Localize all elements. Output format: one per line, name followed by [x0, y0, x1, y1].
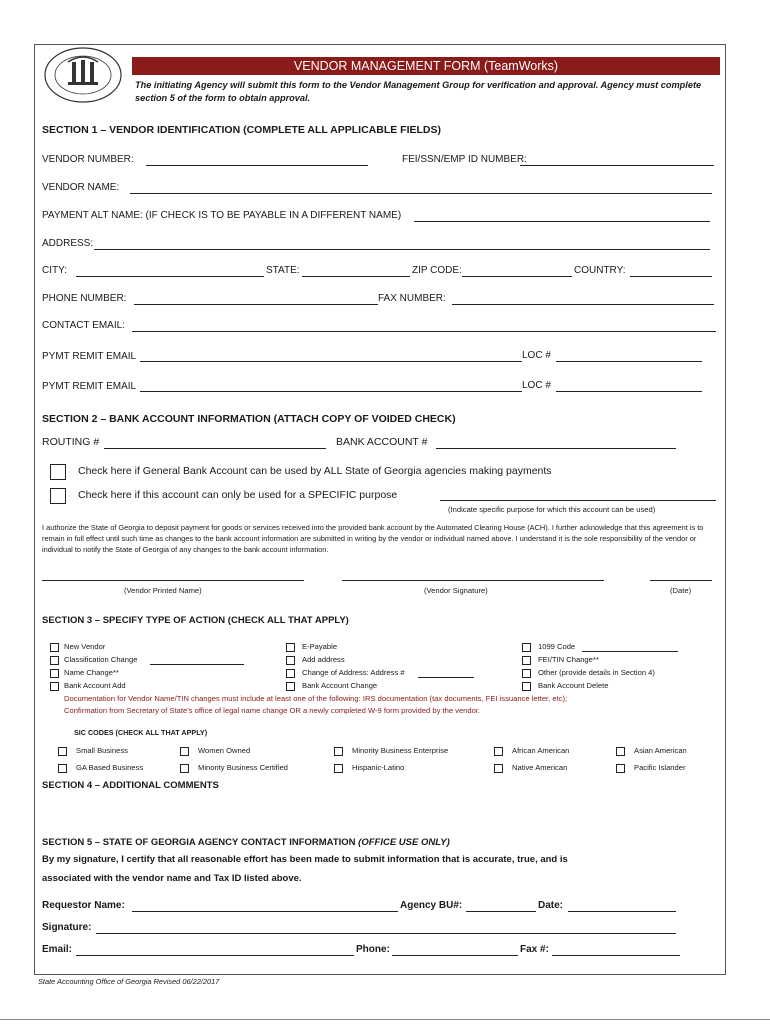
section5-phone-label: Phone: [356, 944, 390, 955]
certify-line-2: associated with the vendor name and Tax ID listed above. [42, 873, 302, 884]
section5-title-italic: (OFFICE USE ONLY) [358, 837, 450, 848]
pymt-remit-1-label: PYMT REMIT EMAIL [42, 351, 137, 362]
bank-account-change-checkbox[interactable] [286, 682, 295, 691]
pymt-remit-2-field[interactable] [140, 391, 522, 392]
pymt-remit-2-label: PYMT REMIT EMAIL [42, 381, 137, 392]
ga-based-label: GA Based Business [76, 763, 144, 772]
fax-field[interactable] [452, 304, 714, 305]
section1-title: SECTION 1 – VENDOR IDENTIFICATION (COMPLETE ALL APPLICABLE FIELDS) [42, 124, 442, 136]
section5-date-field[interactable] [568, 911, 676, 912]
account-label: BANK ACCOUNT # [336, 436, 428, 448]
account-field[interactable] [436, 448, 676, 449]
name-change-checkbox[interactable] [50, 669, 59, 678]
hispanic-latino-checkbox[interactable] [334, 764, 343, 773]
ga-based-checkbox[interactable] [58, 764, 67, 773]
zip-label: ZIP CODE: [412, 265, 462, 276]
section5-email-label: Email: [42, 944, 73, 955]
printed-name-caption: (Vendor Printed Name) [124, 586, 202, 595]
fax-label: FAX NUMBER: [378, 293, 446, 304]
ach-authorization-text: I authorize the State of Georgia to deposit payment for goods or services received into the provided bank account by the Automated Clearing House (ACH). I further acknowledge that this agreement is to remain in full effect until such time as changes to the bank account information are submitted in writing by the vendor or individual named above. I understand it is the sole responsibility of the vendor or individual to notify the State of Georgia of any changes to the bank account information. [42, 523, 704, 554]
section5-email-field[interactable] [76, 955, 354, 956]
fei-field[interactable] [520, 165, 714, 166]
footer-revision: State Accounting Office of Georgia Revised 06/22/2017 [38, 977, 220, 986]
vendor-number-label: VENDOR NUMBER: [42, 154, 134, 165]
specific-account-checkbox[interactable] [50, 488, 66, 504]
vendor-name-label: VENDOR NAME: [42, 182, 120, 193]
change-address-label: Change of Address: Address # [302, 668, 405, 677]
small-business-label: Small Business [76, 746, 128, 755]
date-caption: (Date) [670, 586, 692, 595]
address-field[interactable] [94, 249, 710, 250]
hispanic-latino-label: Hispanic-Latino [352, 763, 405, 772]
minority-certified-checkbox[interactable] [180, 764, 189, 773]
documentation-note-2: Confirmation from Secretary of State's office of legal name change OR a newly completed W-9 form provided by the vendor. [64, 706, 481, 715]
pymt-remit-1-field[interactable] [140, 361, 522, 362]
loc-2-label: LOC # [522, 380, 551, 391]
section4-title: SECTION 4 – ADDITIONAL COMMENTS [42, 780, 219, 791]
phone-label: PHONE NUMBER: [42, 293, 127, 304]
city-label: CITY: [42, 265, 68, 276]
section5-title [42, 837, 450, 848]
payment-alt-label: PAYMENT ALT NAME: (IF CHECK IS TO BE PAYABLE IN A DIFFERENT NAME) [42, 210, 402, 221]
section5-fax-field[interactable] [552, 955, 680, 956]
bank-account-add-checkbox[interactable] [50, 682, 59, 691]
minority-enterprise-checkbox[interactable] [334, 747, 343, 756]
change-address-checkbox[interactable] [286, 669, 295, 678]
pacific-islander-checkbox[interactable] [616, 764, 625, 773]
certify-line-1: By my signature, I certify that all reasonable effort has been made to submit information that is accurate, true, and is [42, 854, 568, 865]
address-label: ADDRESS: [42, 238, 94, 249]
section5-signature-label: Signature: [42, 922, 92, 933]
bottom-divider [0, 1019, 770, 1020]
classification-change-field[interactable] [150, 664, 244, 665]
city-field[interactable] [76, 276, 264, 277]
vendor-date-field[interactable] [650, 580, 712, 581]
section5-title-main: SECTION 5 – STATE OF GEORGIA AGENCY CONTACT INFORMATION [42, 837, 359, 848]
add-address-label: Add address [302, 655, 345, 664]
sic-codes-title: SIC CODES (CHECK ALL THAT APPLY) [74, 728, 208, 737]
signature-caption: (Vendor Signature) [424, 586, 488, 595]
georgia-seal-icon [42, 46, 124, 104]
african-american-checkbox[interactable] [494, 747, 503, 756]
contact-email-field[interactable] [132, 331, 716, 332]
minority-certified-label: Minority Business Certified [198, 763, 288, 772]
form-title: VENDOR MANAGEMENT FORM (TeamWorks) [132, 57, 720, 75]
agency-bu-label: Agency BU#: [400, 900, 463, 911]
other-checkbox[interactable] [522, 669, 531, 678]
minority-enterprise-label: Minority Business Enterprise [352, 746, 449, 755]
loc-1-label: LOC # [522, 350, 551, 361]
header-note: The initiating Agency will submit this form to the Vendor Management Group for verification and approval. Agency must complete section 5 of the form to obtain approval. [135, 80, 702, 103]
contact-email-label: CONTACT EMAIL: [42, 320, 125, 331]
country-label: COUNTRY: [574, 265, 626, 276]
fei-tin-change-label: FEI/TIN Change** [538, 655, 599, 664]
loc-2-field[interactable] [556, 391, 702, 392]
general-account-label: Check here if General Bank Account can be used by ALL State of Georgia agencies making payments [78, 465, 552, 477]
section5-date-label: Date: [538, 900, 564, 911]
asian-american-label: Asian American [634, 746, 687, 755]
native-american-label: Native American [512, 763, 568, 772]
new-vendor-label: New Vendor [64, 642, 106, 651]
fei-tin-change-checkbox[interactable] [522, 656, 531, 665]
indicate-note: (Indicate specific purpose for which this account can be used) [448, 505, 656, 514]
women-owned-checkbox[interactable] [180, 747, 189, 756]
native-american-checkbox[interactable] [494, 764, 503, 773]
state-field[interactable] [302, 276, 410, 277]
routing-label: ROUTING # [42, 436, 100, 448]
add-address-checkbox[interactable] [286, 656, 295, 665]
vendor-name-field[interactable] [130, 193, 712, 194]
requestor-name-label: Requestor Name: [42, 900, 125, 911]
small-business-checkbox[interactable] [58, 747, 67, 756]
1099-code-label: 1099 Code [538, 642, 576, 651]
e-payable-label: E-Payable [302, 642, 338, 651]
other-label: Other (provide details in Section 4) [538, 668, 655, 677]
specific-purpose-field[interactable] [440, 500, 716, 501]
new-vendor-checkbox[interactable] [50, 643, 59, 652]
vendor-signature-field[interactable] [342, 580, 604, 581]
payment-alt-field[interactable] [414, 221, 710, 222]
vendor-number-field[interactable] [146, 165, 368, 166]
specific-account-label: Check here if this account can only be used for a SPECIFIC purpose [78, 489, 398, 501]
section2-title: SECTION 2 – BANK ACCOUNT INFORMATION (ATTACH COPY OF VOIDED CHECK) [42, 413, 456, 425]
requestor-name-field[interactable] [132, 911, 398, 912]
1099-code-field[interactable] [582, 651, 678, 652]
additional-comments-area[interactable] [42, 796, 718, 832]
zip-field[interactable] [462, 276, 572, 277]
section3-title: SECTION 3 – SPECIFY TYPE OF ACTION (CHECK ALL THAT APPLY) [42, 615, 349, 626]
fei-label: FEI/SSN/EMP ID NUMBER: [402, 154, 527, 165]
phone-field[interactable] [134, 304, 378, 305]
bank-account-change-label: Bank Account Change [302, 681, 378, 690]
vendor-printed-name-field[interactable] [42, 580, 304, 581]
change-address-field[interactable] [418, 677, 474, 678]
routing-field[interactable] [104, 448, 326, 449]
women-owned-label: Women Owned [198, 746, 251, 755]
classification-change-checkbox[interactable] [50, 656, 59, 665]
section5-phone-field[interactable] [392, 955, 518, 956]
e-payable-checkbox[interactable] [286, 643, 295, 652]
bank-account-delete-label: Bank Account Delete [538, 681, 609, 690]
1099-code-checkbox[interactable] [522, 643, 531, 652]
bank-account-add-label: Bank Account Add [64, 681, 126, 690]
general-account-checkbox[interactable] [50, 464, 66, 480]
country-field[interactable] [630, 276, 712, 277]
bank-account-delete-checkbox[interactable] [522, 682, 531, 691]
state-label: STATE: [266, 265, 300, 276]
name-change-label: Name Change** [64, 668, 119, 677]
section5-signature-field[interactable] [96, 933, 676, 934]
agency-bu-field[interactable] [466, 911, 536, 912]
pacific-islander-label: Pacific Islander [634, 763, 686, 772]
documentation-note-1: Documentation for Vendor Name/TIN changes must include at least one of the following: IRS documentation (tax documents, FEI issuance letter, etc); [64, 694, 568, 703]
african-american-label: African American [512, 746, 570, 755]
classification-change-label: Classification Change [64, 655, 138, 664]
loc-1-field[interactable] [556, 361, 702, 362]
asian-american-checkbox[interactable] [616, 747, 625, 756]
section5-fax-label: Fax #: [520, 944, 549, 955]
